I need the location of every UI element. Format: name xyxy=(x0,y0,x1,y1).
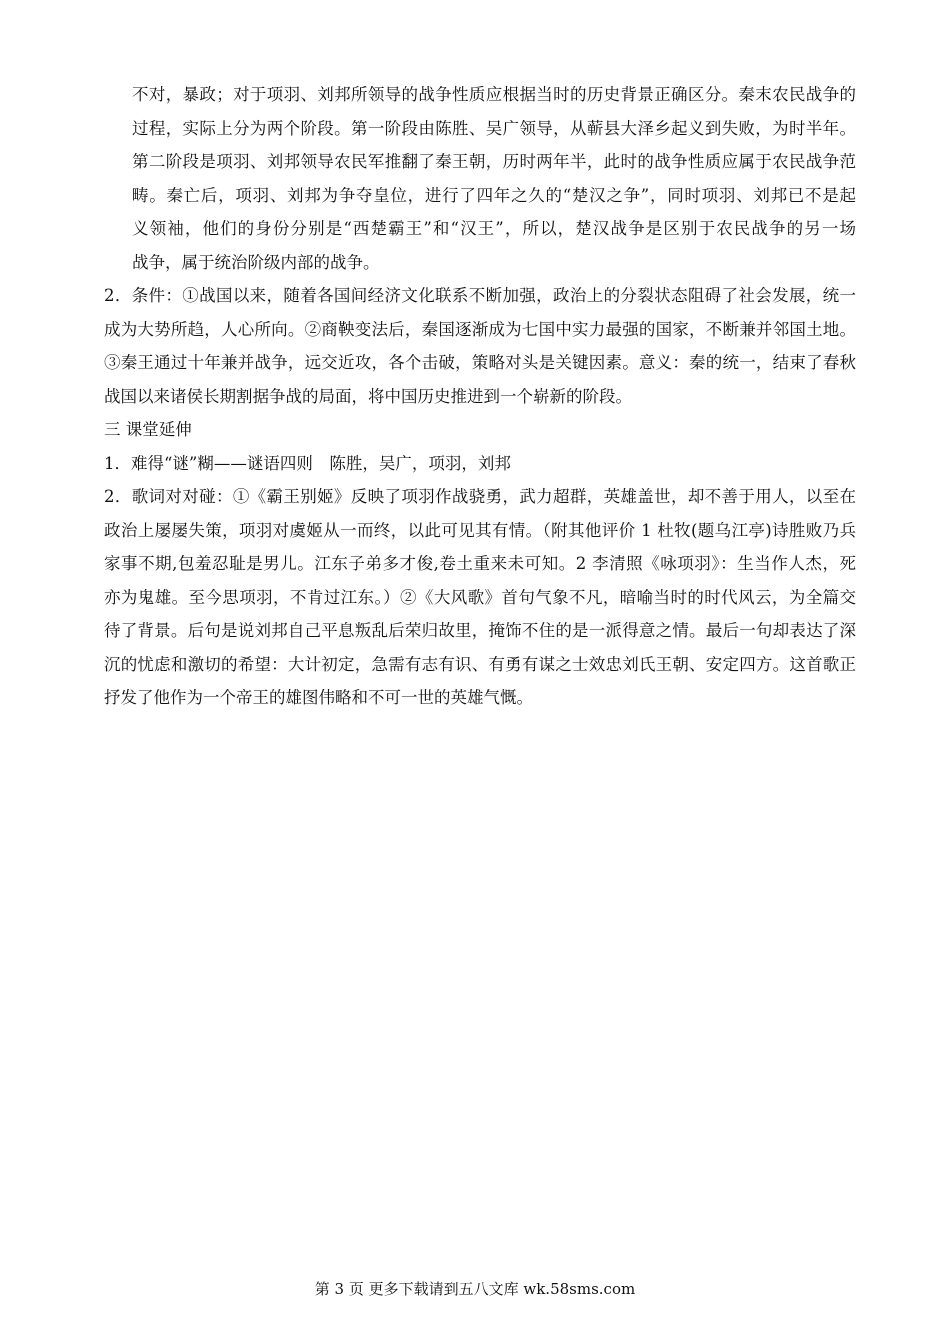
paragraph-line: 不对，暴政；对于项羽、刘邦所领导的战争性质应根据当时的历史背景正确区分。秦末农民战争的 xyxy=(132,85,856,104)
paragraph-line: 第二阶段是项羽、刘邦领导农民军推翻了秦王朝，历时两年半，此时的战争性质应属于农民战争范 xyxy=(132,152,856,171)
paragraph-line: 义领袖，他们的身份分别是“西楚霸王”和“汉王”，所以，楚汉战争是区别于农民战争的另一场 xyxy=(132,219,856,238)
paragraph-line: 2．条件：①战国以来，随着各国间经济文化联系不断加强，政治上的分裂状态阻碍了社会发展，统一 xyxy=(104,286,856,305)
paragraph-line: 待了背景。后句是说刘邦自己平息叛乱后荣归故里，掩饰不住的是一派得意之情。最后一句却表达了深 xyxy=(104,621,856,640)
paragraph-line: 政治上屡屡失策，项羽对虞姬从一而终，以此可见其有情。（附其他评价 1 杜牧(题乌江亭)诗胜败乃兵 xyxy=(104,520,856,540)
paragraph-line: 成为大势所趋，人心所向。②商鞅变法后，秦国逐渐成为七国中实力最强的国家，不断兼并邻国土地。 xyxy=(104,319,856,339)
paragraph-line: ③秦王通过十年兼并战争，远交近攻，各个击破，策略对头是关键因素。意义：秦的统一，结束了春秋 xyxy=(104,353,856,372)
paragraph-line: 1．难得“谜”糊——谜语四则 陈胜，吴广，项羽，刘邦 xyxy=(104,453,511,473)
paragraph-line: 战争，属于统治阶级内部的战争。 xyxy=(132,252,380,272)
paragraph-line: 2．歌词对对碰：①《霸王别姬》反映了项羽作战骁勇，武力超群，英雄盖世，却不善于用人，以至在 xyxy=(104,487,856,506)
paragraph-line: 畴。秦亡后，项羽、刘邦为争夺皇位，进行了四年之久的“楚汉之争”，同时项羽、刘邦已不是起 xyxy=(132,185,856,205)
paragraph-line: 亦为鬼雄。至今思项羽，不肯过江东。）②《大风歌》首句气象不凡，暗喻当时的时代风云，为全篇交 xyxy=(104,587,856,607)
section-heading: 三 课堂延伸 xyxy=(104,420,192,439)
document-body xyxy=(104,78,856,715)
paragraph-line: 抒发了他作为一个帝王的雄图伟略和不可一世的英雄气慨。 xyxy=(104,688,533,707)
paragraph-line: 过程，实际上分为两个阶段。第一阶段由陈胜、吴广领导，从蕲县大泽乡起义到失败，为时半年。 xyxy=(132,118,856,138)
page-footer: 第 3 页 更多下载请到五八文库 wk.58sms.com xyxy=(314,1280,636,1298)
paragraph-line: 战国以来诸侯长期割据争战的局面，将中国历史推进到一个崭新的阶段。 xyxy=(104,386,632,406)
paragraph-line: 沉的忧虑和激切的希望：大计初定，急需有志有识、有勇有谋之士效忠刘氏王朝、安定四方。这首歌正 xyxy=(104,654,856,674)
paragraph-line: 家事不期,包羞忍耻是男儿。江东子弟多才俊,卷土重来未可知。2 李清照《咏项羽》：生当作人杰，死 xyxy=(104,554,856,573)
